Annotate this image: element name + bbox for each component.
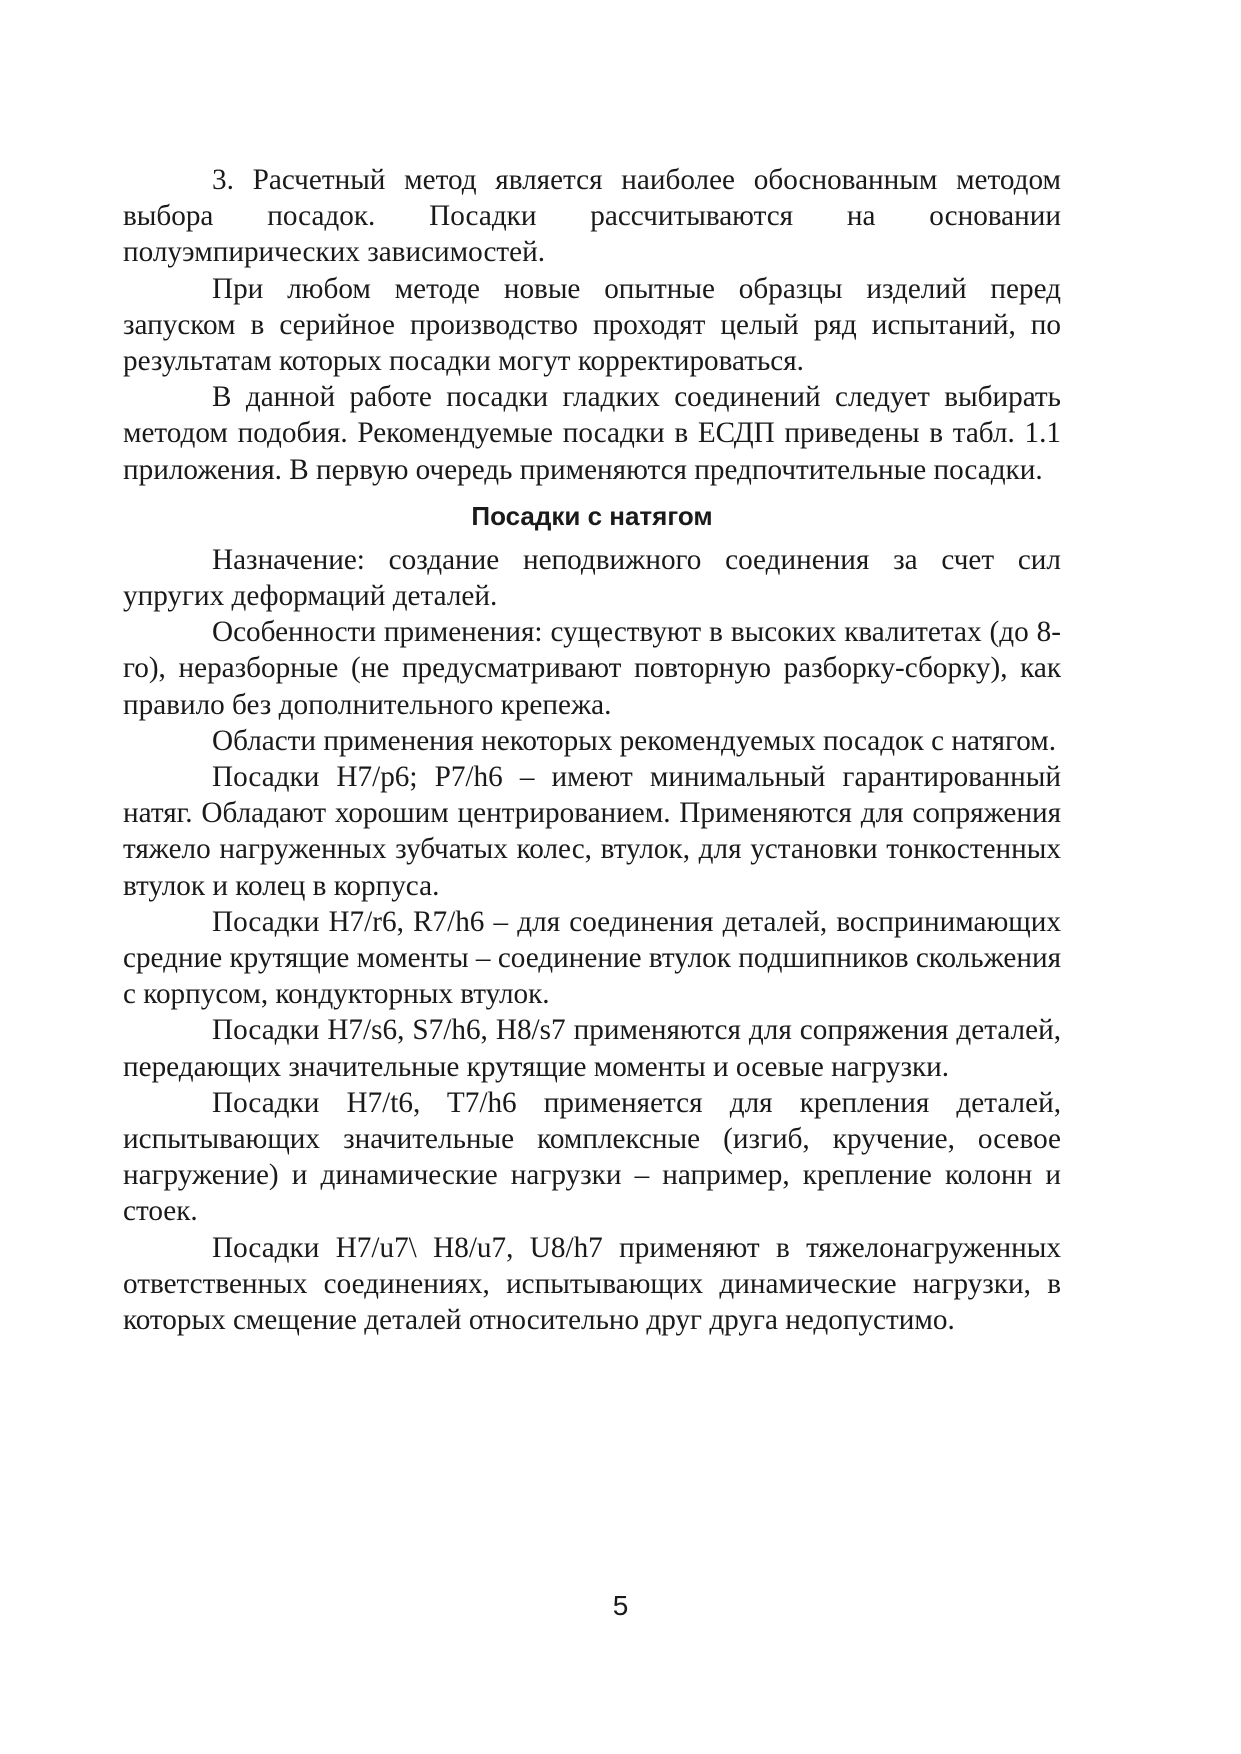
- paragraph-fit-h7-p6: Посадки H7/p6; P7/h6 – имеют минимальный гарантированный натяг. Обладают хорошим центрированием. Применяются для сопряжения тяжело нагруженных зубчатых колес, втулок, для установки тонкостенных втулок и колец в корпуса.: [123, 761, 1061, 902]
- paragraph-purpose: Назначение: создание неподвижного соединения за счет сил упругих деформаций деталей.: [123, 543, 1061, 613]
- paragraph-fit-h7-t6: Посадки H7/t6, T7/h6 применяется для крепления деталей, испытывающих значительные комплексные (изгиб, кручение, осевое нагружение) и динамические нагрузки – например, крепление колонн и стоек.: [123, 1086, 1061, 1228]
- paragraph-calculation-method: 3. Расчетный метод является наиболее обоснованным методом выбора посадок. Посадки рассчитываются на основании полуэмпирических зависимостей.: [123, 164, 1061, 269]
- paragraph-features: Особенности применения: существуют в высоких квалитетах (до 8-го), неразборные (не предусматривают повторную разборку-сборку), как правило без дополнительного крепежа.: [123, 616, 1061, 721]
- section-heading: Посадки с натягом: [471, 500, 713, 531]
- paragraph-application-areas: Области применения некоторых рекомендуемых посадок с натягом.: [212, 724, 1057, 757]
- paragraph-fit-h7-s6: Посадки H7/s6, S7/h6, H8/s7 применяются для сопряжения деталей, передающих значительные крутящие моменты и осевые нагрузки.: [123, 1014, 1061, 1083]
- page-body: [123, 162, 1061, 1338]
- paragraph-fit-h7-u7: Посадки H7/u7\ H8/u7, U8/h7 применяют в тяжелонагруженных ответственных соединениях, испытывающих динамические нагрузки, в которых смещение деталей относительно друг друга недопустимо.: [123, 1231, 1061, 1337]
- page-number: 5: [612, 1590, 629, 1621]
- paragraph-similarity-method: В данной работе посадки гладких соединений следует выбирать методом подобия. Рекомендуемые посадки в ЕСДП приведены в табл. 1.1 приложения. В первую очередь применяются предпочтительные посадки.: [123, 381, 1061, 486]
- paragraph-testing: При любом методе новые опытные образцы изделий перед запуском в серийное производство проходят целый ряд испытаний, по результатам которых посадки могут корректироваться.: [123, 272, 1061, 378]
- paragraph-fit-h7-r6: Посадки H7/r6, R7/h6 – для соединения деталей, воспринимающих средние крутящие моменты – соединение втулок подшипников скольжения с корпусом, кондукторных втулок.: [123, 905, 1061, 1011]
